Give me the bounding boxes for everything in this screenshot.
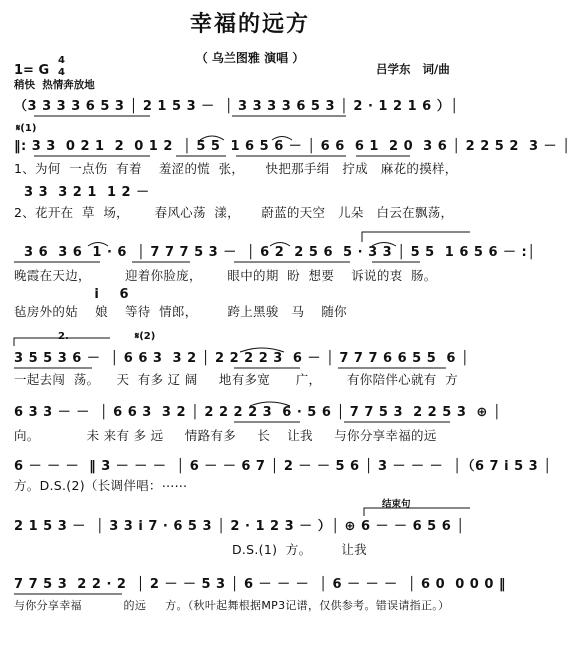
notation-row-2: ‖: 3 3 0 2 1 2 0 1 2 │ 5 5 1 6 5 6 － │ 6 6 6 1 2 0 3 6 │ 2 2 5 2 3 － │ [14,139,570,154]
lyric-verse-2-b: 毡房外的姑 娘 等待 情郎， 跨上黑骏 马 随你 [14,304,347,319]
lyric-row-7: D.S.(1) 方。 让我 [14,542,367,557]
notation-row-6: 6 － － － ‖ 3 － － － │ 6 － － 6 7 │ 2 － － 5 6 │ 3 － － － │（6 7 i 5 3 │ [14,459,552,474]
lyric-row-4: 一起去闯 荡。 天 有多 辽 阔 地有多宽 广， 有你陪伴心就有 方 [14,372,458,387]
tempo-marking: 稍快 热情奔放地 [14,79,95,91]
lyric-row-8: 与你分享幸福 的远 方。（秋叶起舞根据MP3记谱，仅供参考。错误请指正。） [14,599,450,612]
coda-label: 结束句 [382,499,411,510]
lyric-row-6: 方。D.S.(2)（长调伴唱：⋯⋯ [14,478,188,493]
time-signature-top: 4 [58,55,65,66]
song-title: 幸福的远方 [189,12,310,37]
performer-subtitle: （ 乌兰图雅 演唱 ） [195,51,305,65]
composer-credit: 吕学东 词/曲 [376,62,450,76]
lyric-verse-1-b: 晚霞在天边， 迎着你脸庞， 眼中的期 盼 想要 诉说的衷 肠。 [14,268,437,283]
notation-row-4: 3 5 5 3 6 － │ 6 6 3 3 2 │ 2 2 2 2 3 6 － │ 7 7 7 6 6 5 5 6 │ [14,351,470,366]
lyric-row-5: 向。 未 来有 多 远 情路有多 长 让我 与你分享幸福的远 [14,428,437,443]
lyric-verse-1-a: 1、为何 一点伤 有着 羞涩的慌 张， 快把那手绢 拧成 麻花的摸样， [14,161,458,176]
key-signature: 1= G [14,63,50,78]
notation-row-3: 3 6 3 6 1 · 6 │ 7 7 7 5 3 － │ 6 2 2 5 6 5 · 3 3 │ 5 5 1 6 5 6 － :│ [14,245,536,260]
notation-row-5: 6 3 3 － － │ 6 6 3 3 2 │ 2 2 2 2 3 6 · 5 6 │ 7 7 5 3 2 2 5 3 ⊕ │ [14,405,502,420]
notation-row-8: 7 7 5 3 2 2 · 2 │ 2 － － 5 3 │ 6 － － － │ 6 － － － │ 6 0 0 0 0 ‖ [14,577,506,592]
time-signature-bottom: 4 [58,67,65,78]
notation-row-1: （3 3 3 3 6 5 3 │ 2 1 5 3 － │ 3 3 3 3 6 5 3 │ 2 · 1 2 1 6 ）│ [14,99,459,114]
notation-row-7: 2 1 5 3 － │ 3 3 i 7 · 6 5 3 │ 2 · 1 2 3 － ）│ ⊕ 6 － － 6 5 6 │ [14,519,465,534]
lyric-verse-2-a: 2、花开在 草 场， 春风心荡 漾， 蔚蓝的天空 儿朵 白云在飘荡， [14,205,454,220]
segno-mark-1: 𝄋(1) [16,123,37,134]
notation-row-3-alt: i 6 [14,287,130,302]
notation-row-2-alt: 3 3 3 2 1 1 2 － [14,185,150,200]
volta-2-segno-2: 2. 𝄋(2) [58,331,156,342]
